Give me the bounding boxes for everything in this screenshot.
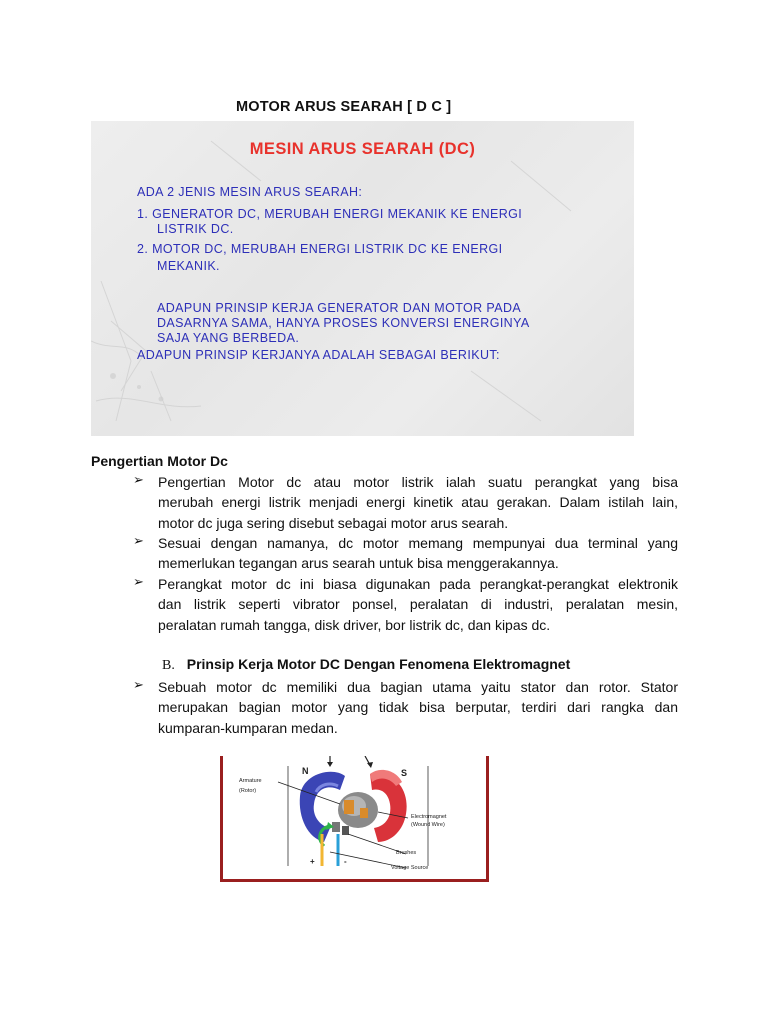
slide-line: 1. GENERATOR DC, MERUBAH ENERGI MEKANIK KE ENERGI (137, 207, 523, 221)
minus-terminal-label: - (344, 857, 347, 866)
dc-motor-diagram (220, 756, 489, 882)
plus-terminal-label: + (310, 857, 315, 866)
voltage-source-label: Voltage Source (391, 865, 429, 871)
slide-line: ADAPUN PRINSIP KERJANYA ADALAH SEBAGAI BERIKUT: (137, 348, 500, 362)
south-pole-label: S (401, 768, 408, 778)
electromagnet-label: Electromagnet (411, 814, 447, 820)
paragraph-line: Sesuai dengan namanya, dc motor memang mempunyai dua terminal yang (158, 535, 678, 551)
paragraph-line: memerlukan tegangan arus searah untuk bisa menggerakannya. (158, 555, 559, 571)
wound-wire-label: (Wound Wire) (411, 822, 445, 828)
paragraph-line: kumparan-kumparan medan. (158, 720, 338, 736)
brushes-label: Brushes (396, 850, 417, 856)
arrow-bullet-icon: ➢ (133, 677, 144, 692)
document-title: MOTOR ARUS SEARAH [ D C ] (236, 99, 452, 115)
paragraph-line: Pengertian Motor dc atau motor listrik ialah suatu perangkat yang bisa (158, 474, 678, 490)
armature-label: Armature (239, 778, 262, 784)
paragraph-line: merupakan bagian motor yang tidak bisa berputar, terdiri dari rangka dan (158, 699, 678, 715)
section-title: Prinsip Kerja Motor DC Dengan Fenomena Elektromagnet (186, 656, 571, 672)
slide-background-pattern (91, 121, 634, 436)
slide-line: ADAPUN PRINSIP KERJA GENERATOR DAN MOTOR PADA (157, 301, 522, 315)
slide-title: MESIN ARUS SEARAH (DC) (249, 140, 476, 158)
dc-motor-illustration (220, 756, 489, 882)
section-heading: Pengertian Motor Dc (91, 453, 228, 469)
paragraph-line: Sebuah motor dc memiliki dua bagian utama yaitu stator dan rotor. Stator (158, 679, 678, 695)
rotor-label: (Rotor) (239, 788, 257, 794)
section-letter: B. (162, 658, 175, 673)
slide-line: ADA 2 JENIS MESIN ARUS SEARAH: (137, 185, 363, 199)
slide-line: SAJA YANG BERBEDA. (157, 331, 300, 345)
slide-line: MEKANIK. (157, 259, 220, 273)
slide-line: DASARNYA SAMA, HANYA PROSES KONVERSI ENERGINYA (157, 316, 530, 330)
arrow-bullet-icon: ➢ (133, 533, 144, 548)
arrow-bullet-icon: ➢ (133, 472, 144, 487)
north-pole-label: N (302, 766, 309, 776)
slide-line: LISTRIK DC. (157, 222, 234, 236)
arrow-bullet-icon: ➢ (133, 574, 144, 589)
slide-image (91, 121, 634, 436)
paragraph-line: peralatan rumah tangga, disk driver, bor listrik dc, dan kipas dc. (158, 617, 551, 633)
paragraph-line: merubah energi listrik menjadi energi kinetik atau gerakan. Dalam istilah lain, (158, 494, 678, 510)
slide-line: 2. MOTOR DC, MERUBAH ENERGI LISTRIK DC KE ENERGI (137, 242, 503, 256)
paragraph-line: dan listrik seperti vibrator ponsel, peralatan di industri, peralatan mesin, (158, 596, 678, 612)
paragraph-line: Perangkat motor dc ini biasa digunakan pada perangkat-perangkat elektronik (158, 576, 678, 592)
section-heading (162, 656, 570, 674)
paragraph-line: motor dc juga sering disebut sebagai motor arus searah. (158, 515, 509, 531)
